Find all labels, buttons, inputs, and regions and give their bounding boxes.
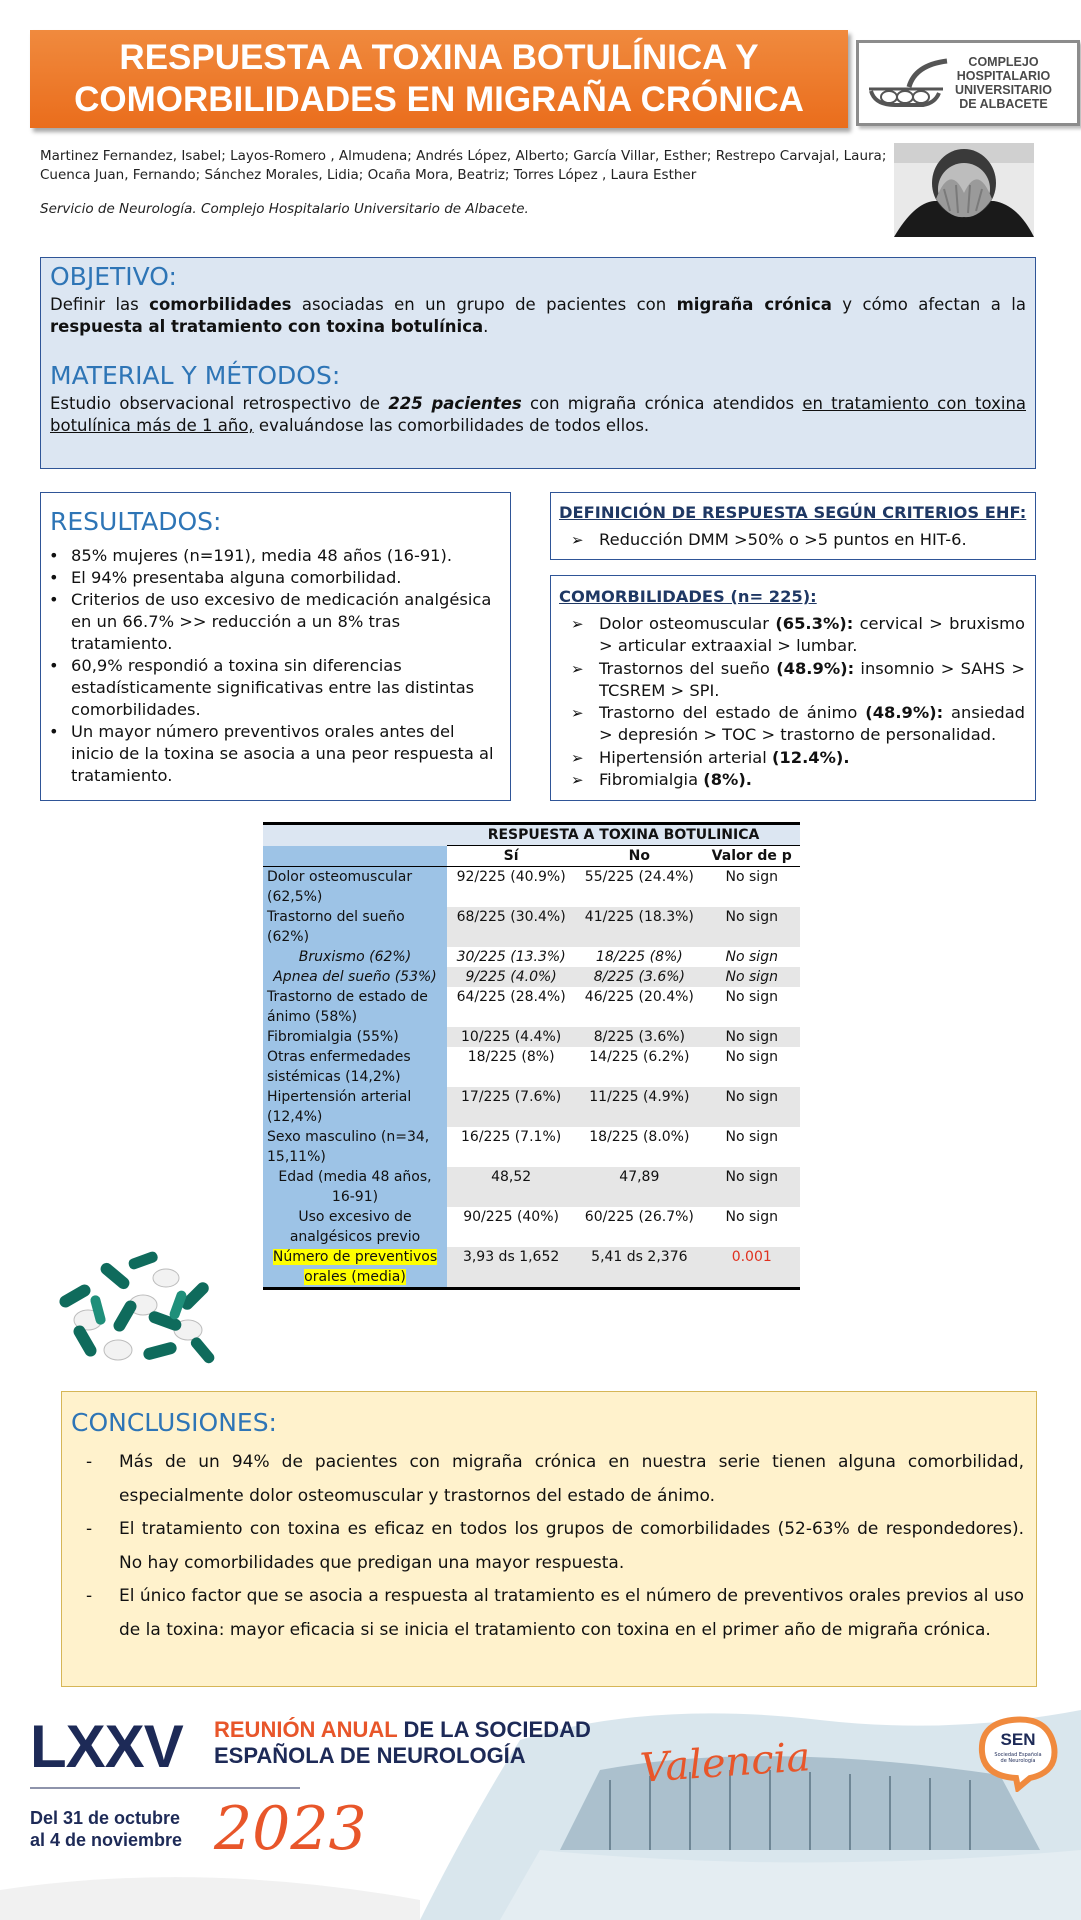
logo-line: HOSPITALARIO	[956, 69, 1051, 83]
methods-text-part: Estudio observacional retrospectivo de	[50, 394, 389, 413]
cell-no: 60/225 (26.7%)	[584, 1209, 694, 1225]
meeting-year: 2023	[214, 1794, 367, 1864]
table-column-row	[263, 846, 800, 867]
table-header: RESPUESTA A TOXINA BOTULINICA	[447, 824, 800, 846]
definition-item: ➢ Reducción DMM >50% o >5 puntos en HIT-6.	[551, 529, 1021, 551]
sen-subtitle-line: de Neurología	[1000, 1758, 1036, 1764]
results-item: • El 94% presentaba alguna comorbilidad.	[41, 567, 496, 589]
definition-list	[551, 529, 1021, 551]
conclusion-item: - El tratamiento con toxina es eficaz en todos los grupos de comorbilidades (52-63% de respondedores). No hay comorbilidades que predigan una mayor respuesta.	[62, 1513, 1024, 1580]
headache-photo-image	[894, 143, 1034, 237]
conclusion-item: - El único factor que se asocia a respuesta al tratamiento es el número de preventivos orales previos al uso de la toxina: mayor eficacia si se inicia el tratamiento con toxina en el primer año de migraña crónica.	[62, 1580, 1024, 1647]
cell-p: No sign	[725, 1129, 778, 1145]
results-item: • 85% mujeres (n=191), media 48 años (16-91).	[41, 545, 496, 567]
column-header-si: Sí	[503, 848, 519, 864]
row-label: Sexo masculino (n=34, 15,11%)	[263, 1127, 447, 1167]
objective-methods-box	[40, 257, 1036, 469]
row-label	[263, 1247, 447, 1289]
cell-si: 10/225 (4.4%)	[447, 1027, 575, 1047]
cell-p: No sign	[703, 967, 800, 987]
comorbidities-box	[550, 575, 1036, 801]
table-row	[263, 1247, 800, 1289]
comorbidity-name: Dolor osteomuscular	[599, 614, 769, 633]
cell-no: 18/225 (8.0%)	[589, 1129, 690, 1145]
table-row	[263, 987, 800, 1027]
objective-keyword-migraine: migraña crónica	[676, 295, 832, 314]
cell-p: No sign	[725, 989, 778, 1005]
sen-subtitle-line: Sociedad Española	[994, 1752, 1042, 1758]
logo-line: UNIVERSITARIO	[955, 83, 1052, 97]
conclusions-list	[62, 1446, 1024, 1647]
sen-subtitle	[972, 1752, 1064, 1764]
results-box	[40, 492, 511, 801]
cell-no: 5,41 ds 2,376	[575, 1247, 703, 1289]
comorbidity-item	[551, 769, 1025, 791]
title-line-1: RESPUESTA A TOXINA BOTULÍNICA Y	[119, 38, 759, 77]
comorbidities-list	[551, 613, 1025, 791]
sen-acronym: SEN	[1000, 1730, 1036, 1749]
methods-text-part: evaluándose las comorbilidades de todos ellos.	[253, 416, 650, 435]
row-label: Uso excesivo de analgésicos previo	[263, 1207, 447, 1247]
table-row	[263, 967, 800, 987]
cell-p: No sign	[703, 1087, 800, 1127]
cell-si: 17/225 (7.6%)	[447, 1087, 575, 1127]
comorbidity-name: Trastorno del estado de ánimo	[599, 703, 858, 723]
row-label: Bruxismo (62%)	[263, 947, 447, 967]
comorbidity-pct: (65.3%):	[775, 614, 854, 633]
cell-si: 16/225 (7.1%)	[461, 1129, 562, 1145]
cell-p: No sign	[725, 1049, 778, 1065]
methods-text-part: con migraña crónica atendidos	[521, 394, 803, 413]
objective-keyword-response: respuesta al tratamiento con toxina botulínica	[50, 317, 484, 336]
row-label: Hipertensión arterial (12,4%)	[263, 1087, 447, 1127]
title-line-2: COMORBILIDADES EN MIGRAÑA CRÓNICA	[74, 80, 804, 119]
cell-no: 47,89	[575, 1167, 703, 1207]
objective-text-part: Definir las	[50, 295, 150, 314]
row-label: Apnea del sueño (53%)	[263, 967, 447, 987]
methods-title: MATERIAL Y MÉTODOS:	[50, 361, 341, 390]
table-row	[263, 1127, 800, 1167]
table-title-row	[263, 824, 800, 846]
comorbidity-name: Hipertensión arterial	[599, 747, 767, 767]
comorbidity-pct: (48.9%):	[776, 658, 855, 678]
cell-no: 41/225 (18.3%)	[575, 907, 703, 947]
column-header-p: Valor de p	[711, 848, 792, 864]
cell-no: 46/225 (20.4%)	[584, 989, 694, 1005]
cell-si: 18/225 (8%)	[467, 1049, 555, 1065]
cell-no: 18/225 (8%)	[595, 949, 683, 965]
meeting-annual: REUNIÓN ANUAL	[214, 1717, 398, 1742]
table-corner	[263, 824, 447, 846]
poster-title	[30, 30, 848, 128]
cell-si: 30/225 (13.3%)	[456, 949, 566, 965]
comorbidity-detail: cervical > bruxismo > articular extraaxial > lumbar.	[599, 614, 1025, 656]
cell-p: No sign	[703, 907, 800, 947]
objective-text	[50, 294, 1026, 338]
meeting-date-start: Del 31 de octubre	[30, 1808, 181, 1828]
cell-no: 8/225 (3.6%)	[575, 967, 703, 987]
table-corner	[263, 846, 447, 867]
cell-si: 68/225 (30.4%)	[447, 907, 575, 947]
hospital-logo-text	[955, 55, 1052, 111]
comorbidities-title: COMORBILIDADES (n= 225):	[559, 587, 817, 606]
table-row	[263, 1167, 800, 1207]
comorbidity-name: Fibromialgia	[599, 770, 699, 790]
methods-underlined: en tratamiento con toxina botulínica más de 1 año,	[50, 394, 1027, 435]
logo-line: COMPLEJO	[968, 55, 1039, 69]
table-row	[263, 947, 800, 967]
results-item: • 60,9% respondió a toxina sin diferencias estadísticamente significativas entre las distintas comorbilidades.	[41, 655, 496, 721]
meeting-date-end: al 4 de noviembre	[30, 1830, 183, 1850]
results-list	[41, 545, 496, 787]
cell-si: 9/225 (4.0%)	[447, 967, 575, 987]
cell-p: No sign	[725, 949, 778, 965]
row-label: Trastorno de estado de ánimo (58%)	[263, 987, 447, 1027]
comorbidity-item	[551, 702, 1025, 747]
row-label: Trastorno del sueño (62%)	[263, 907, 447, 947]
cell-p: No sign	[725, 869, 778, 885]
results-item: • Un mayor número preventivos orales antes del inicio de la toxina se asocia a una peor respuesta al tratamiento.	[41, 721, 496, 787]
comorbidity-name: Trastornos del sueño	[599, 658, 770, 678]
hospital-emblem-icon	[865, 53, 953, 113]
congress-edition: LXXV	[30, 1713, 183, 1780]
table-row	[263, 907, 800, 947]
cell-si: 48,52	[447, 1167, 575, 1207]
conclusion-item: - Más de un 94% de pacientes con migraña crónica en nuestra serie tienen alguna comorbilidad, especialmente dolor osteomuscular y trastornos del estado de ánimo.	[62, 1446, 1024, 1513]
methods-text	[50, 393, 1026, 437]
row-label: Otras enfermedades sistémicas (14,2%)	[263, 1047, 447, 1087]
comorbidity-pct: (12.4%).	[771, 747, 850, 767]
cell-no: 14/225 (6.2%)	[589, 1049, 690, 1065]
objective-text-part: .	[483, 317, 489, 336]
cell-si: 92/225 (40.9%)	[456, 869, 566, 885]
sen-logo	[972, 1712, 1064, 1792]
objective-keyword-comorbidities: comorbilidades	[149, 295, 292, 314]
meeting-title-line-1	[214, 1717, 591, 1743]
authors: Martinez Fernandez, Isabel; Layos-Romero , Almudena; Andrés López, Alberto; García Villar, Esther; Restrepo Carvajal, Laura; Cuenca Juan, Fernando; Sánchez Morales, Lidia; Ocaña Mora, Beatriz; Torres López , Laura Esther	[40, 148, 887, 183]
row-label: Edad (media 48 años, 16-91)	[263, 1167, 447, 1207]
meeting-society: DE LA SOCIEDAD	[397, 1717, 591, 1742]
objective-text-part: y cómo afectan a la	[831, 295, 1026, 314]
results-title: RESULTADOS:	[50, 507, 222, 536]
table-row	[263, 1047, 800, 1087]
table-row	[263, 1027, 800, 1047]
hospital-logo	[856, 40, 1080, 126]
cell-p-significant: 0.001	[703, 1247, 800, 1289]
conclusions-box	[61, 1391, 1037, 1687]
cell-si: 3,93 ds 1,652	[447, 1247, 575, 1289]
comorbidity-pct: (48.9%):	[865, 703, 944, 723]
comorbidity-item	[551, 658, 1025, 703]
results-table	[263, 822, 800, 1290]
cell-p: No sign	[703, 1027, 800, 1047]
table-row	[263, 867, 800, 908]
logo-line: DE ALBACETE	[959, 97, 1048, 111]
comorbidity-detail: ansiedad > depresión > TOC > trastorno de personalidad.	[599, 703, 1025, 745]
comorbidity-item	[551, 613, 1025, 658]
row-label: Dolor osteomuscular (62,5%)	[263, 867, 447, 908]
conclusions-title: CONCLUSIONES:	[71, 1408, 277, 1437]
pills-image	[48, 1250, 228, 1372]
definition-title: DEFINICIÓN DE RESPUESTA SEGÚN CRITERIOS EHF:	[559, 503, 1027, 522]
cell-no: 11/225 (4.9%)	[575, 1087, 703, 1127]
definition-box	[550, 492, 1036, 560]
cell-p: No sign	[725, 1209, 778, 1225]
meeting-title-line-2: ESPAÑOLA DE NEUROLOGÍA	[214, 1743, 526, 1768]
objective-text-part: asociadas en un grupo de pacientes con	[291, 295, 677, 314]
affiliation: Servicio de Neurología. Complejo Hospitalario Universitario de Albacete.	[40, 201, 529, 217]
cell-no: 55/225 (24.4%)	[584, 869, 694, 885]
comorbidity-detail: insomnio > SAHS > TCSREM > SPI.	[599, 658, 1025, 700]
cell-p: No sign	[703, 1167, 800, 1207]
cell-si: 64/225 (28.4%)	[456, 989, 566, 1005]
meeting-city: Valencia	[638, 1734, 812, 1792]
highlighted-label: Número de preventivos orales (media)	[272, 1249, 438, 1285]
table-row	[263, 1087, 800, 1127]
methods-patient-count: 225 pacientes	[388, 394, 522, 413]
column-header-no: No	[628, 848, 651, 864]
objective-title: OBJETIVO:	[50, 262, 177, 291]
comorbidity-pct: (8%).	[703, 770, 752, 790]
comorbidity-item	[551, 747, 1025, 769]
results-item: • Criterios de uso excesivo de medicación analgésica en un 66.7% >> reducción a un 8% tras tratamiento.	[41, 589, 496, 655]
row-label: Fibromialgia (55%)	[263, 1027, 447, 1047]
cell-si: 90/225 (40%)	[463, 1209, 559, 1225]
table-row	[263, 1207, 800, 1247]
cell-no: 8/225 (3.6%)	[575, 1027, 703, 1047]
